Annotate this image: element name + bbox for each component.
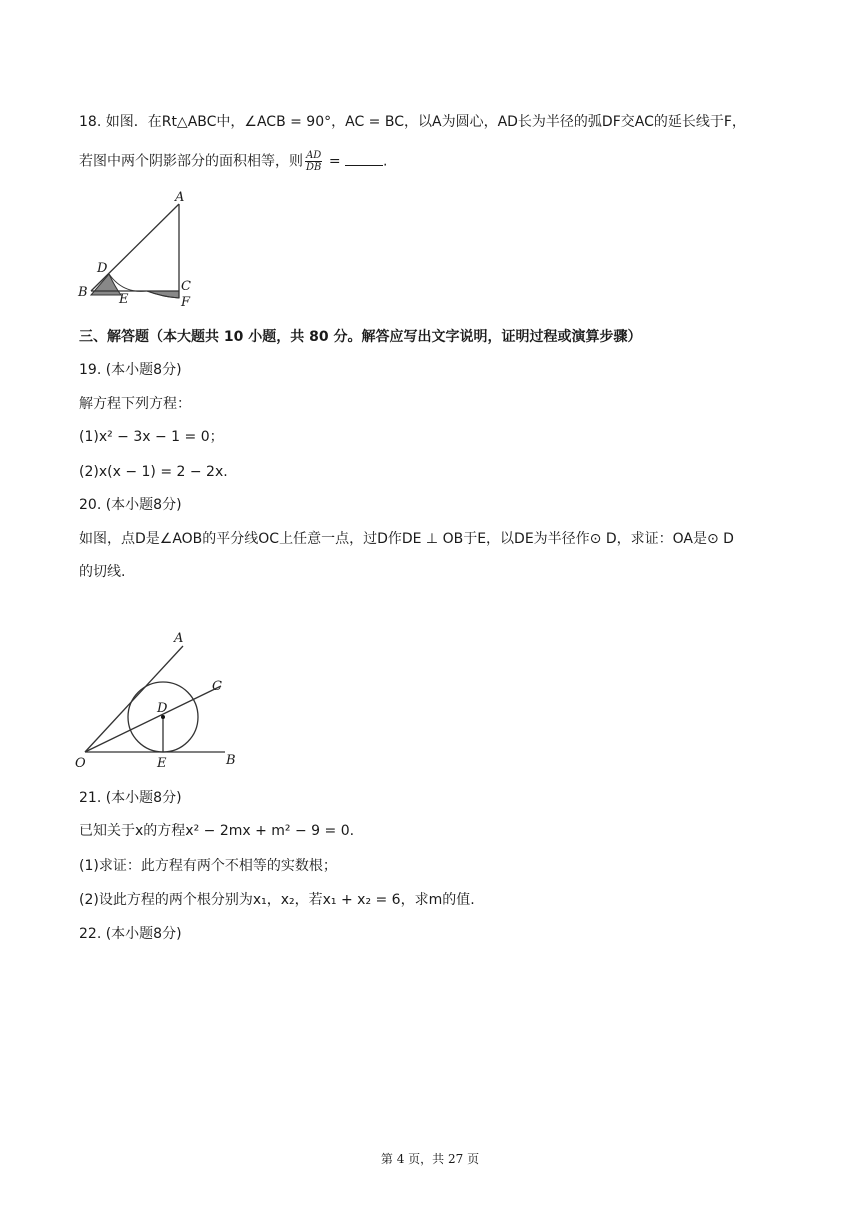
label-d: D: [97, 261, 108, 276]
q21-part1: (1)求证：此方程有两个不相等的实数根；: [79, 858, 337, 874]
label-b: B: [226, 753, 236, 768]
q18-line1: 18. 如图．在Rt△ABC中，∠ACB = 90°，AC = BC，以A为圆心，AD长为半径的弧DF交AC的延长线于F，: [79, 114, 746, 130]
q22-title: 22. (本小题8分): [79, 926, 182, 942]
side-ab: [91, 204, 179, 291]
ray-oc: [85, 686, 221, 752]
q19-title: 19. (本小题8分): [79, 362, 182, 378]
label-b: B: [78, 285, 88, 300]
q19-part1: (1)x² − 3x − 1 = 0；: [79, 429, 224, 445]
label-c: C: [181, 279, 191, 294]
q21-prompt: 已知关于x的方程x² − 2mx + m² − 9 = 0.: [79, 823, 355, 839]
fraction-numerator: AD: [306, 150, 322, 161]
label-o: O: [75, 756, 86, 771]
page-footer: 第 4 页，共 27 页: [380, 1152, 480, 1166]
label-e: E: [119, 292, 129, 307]
shaded-region-left: [91, 274, 121, 295]
label-e: E: [157, 756, 167, 771]
label-c: C: [212, 679, 222, 694]
q21-part2: (2)设此方程的两个根分别为x₁，x₂，若x₁ + x₂ = 6，求m的值.: [79, 892, 475, 908]
label-a: A: [174, 631, 184, 646]
q19-prompt: 解方程下列方程：: [79, 396, 191, 412]
q18-line2-prefix: 若图中两个阴影部分的面积相等，则: [79, 153, 303, 170]
q20-line1: 如图，点D是∠AOB的平分线OC上任意一点，过D作DE ⊥ OB于E，以DE为半径作⊙ D，求证：OA是⊙ D: [79, 531, 734, 547]
label-a: A: [175, 190, 185, 205]
label-f: F: [181, 295, 191, 310]
q18-figure: [75, 190, 205, 310]
q20-title: 20. (本小题8分): [79, 497, 182, 513]
answer-blank: [345, 151, 383, 166]
fraction-denominator: DB: [306, 162, 322, 173]
q20-line2: 的切线.: [79, 564, 126, 580]
q20-figure: [75, 628, 245, 771]
q18-period: .: [383, 153, 388, 170]
shaded-region-right: [147, 291, 179, 298]
q18-equals: =: [324, 153, 346, 170]
label-d: D: [157, 701, 168, 716]
q19-part2: (2)x(x − 1) = 2 − 2x.: [79, 464, 228, 480]
q18-line2: [79, 150, 387, 173]
section3-header: 三、解答题（本大题共 10 小题，共 80 分。解答应写出文字说明，证明过程或演算步骤）: [79, 329, 642, 345]
q21-title: 21. (本小题8分): [79, 790, 182, 806]
q18-fraction: [305, 150, 322, 173]
